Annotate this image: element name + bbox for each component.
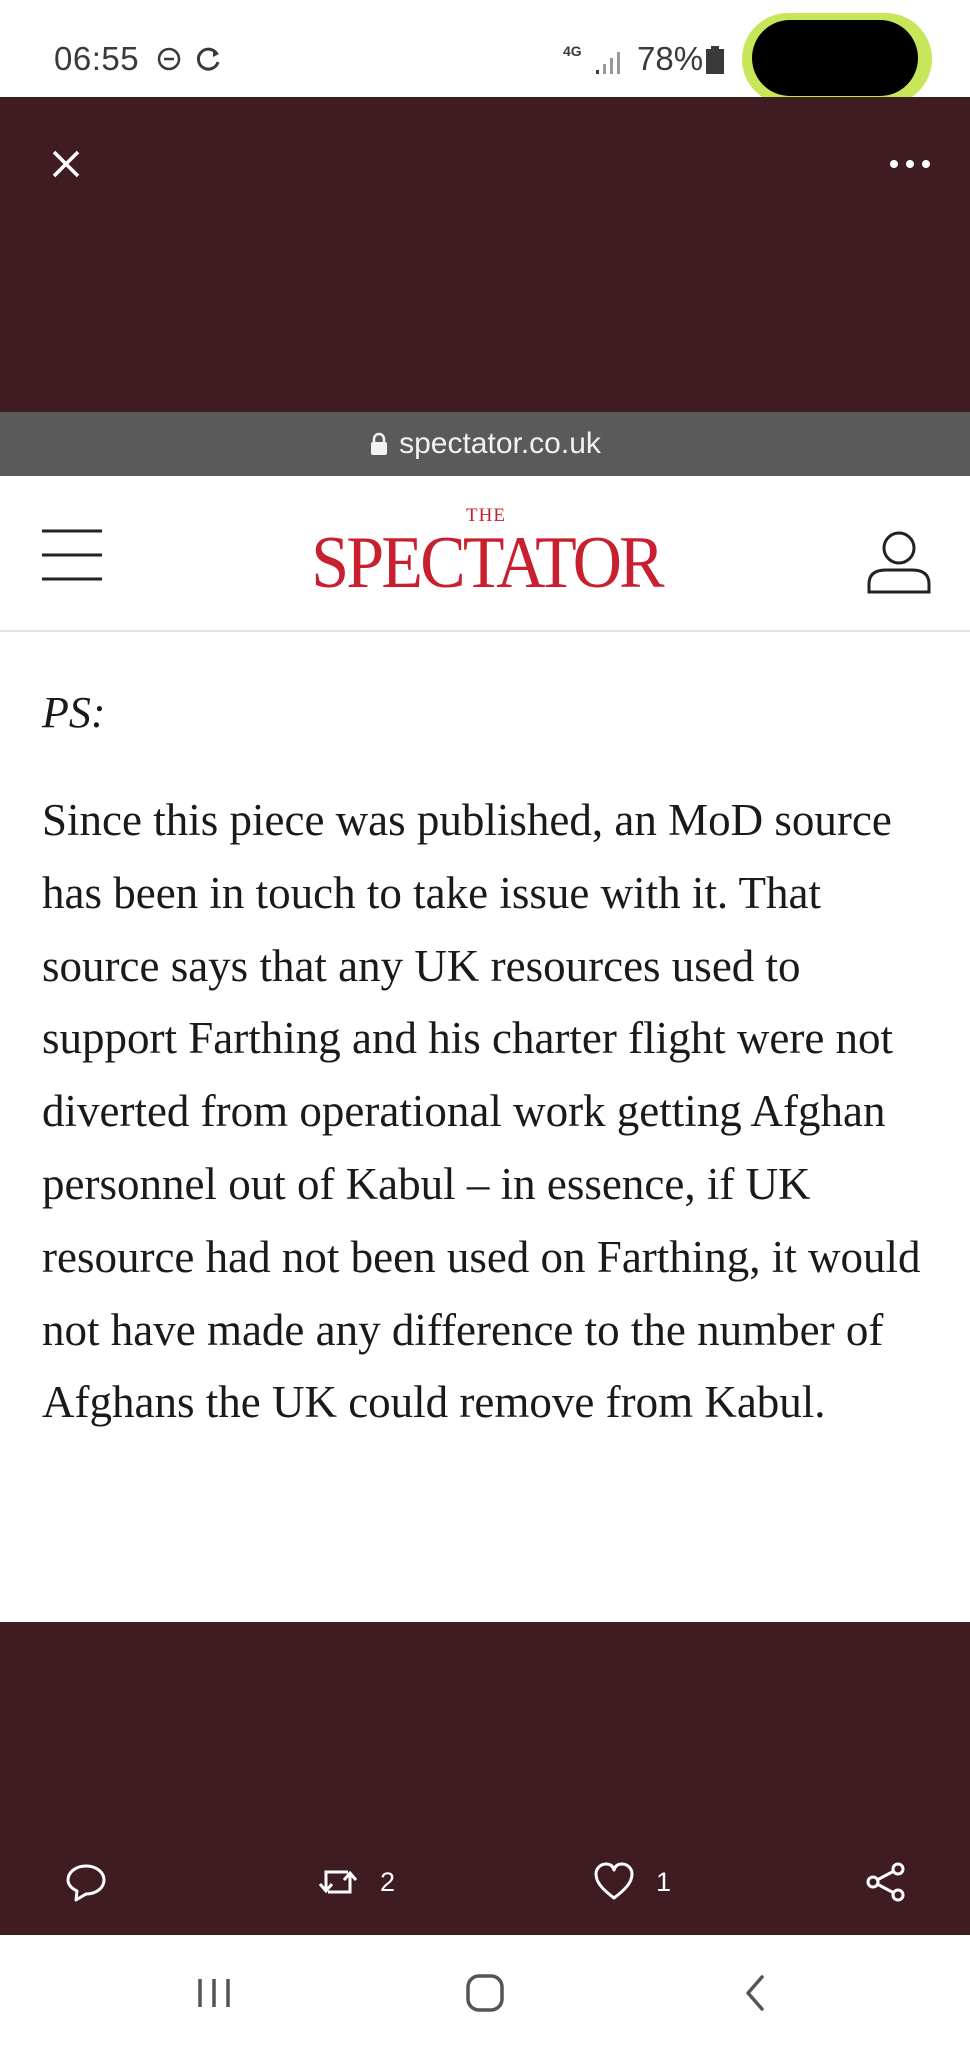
logo-main: SPECTATOR [311, 522, 662, 604]
logo-the: THE [466, 505, 506, 526]
battery-percent: 78% [637, 40, 704, 77]
like-count: 1 [656, 1866, 672, 1897]
menu-icon[interactable] [40, 528, 104, 582]
retweet-count: 2 [380, 1866, 396, 1897]
do-not-disturb-icon [156, 46, 182, 72]
home-icon[interactable] [463, 1971, 507, 2015]
more-options-icon[interactable] [884, 150, 936, 178]
system-nav-bar [0, 1935, 970, 2048]
retweet-button[interactable] [316, 1858, 395, 1906]
back-icon[interactable] [734, 1971, 778, 2015]
spectator-logo[interactable] [296, 506, 676, 606]
battery-icon [706, 46, 724, 74]
account-icon[interactable] [866, 528, 932, 596]
close-icon[interactable] [44, 142, 88, 186]
retweet-icon [316, 1860, 360, 1904]
reply-icon [64, 1860, 108, 1904]
url-text: spectator.co.uk [399, 427, 601, 460]
signal-strength-icon [596, 50, 624, 74]
sync-icon [196, 46, 222, 72]
lock-icon [369, 432, 389, 456]
media-viewer-top-overlay [0, 97, 970, 412]
share-icon [864, 1860, 908, 1904]
site-header [0, 476, 970, 632]
like-button[interactable] [592, 1858, 671, 1906]
status-time: 06:55 [54, 40, 140, 77]
reply-button[interactable] [64, 1858, 108, 1906]
article-content [0, 632, 970, 1622]
article-body: Since this piece was published, an MoD source has been in touch to take issue with it. That source says that any UK resources used to support Farthing and his charter flight were not diverted from operational work getting Afghan personnel out of Kabul – in essence, if UK resource had not been used on Farthing, it would not have made any difference to the number of Afghans the UK could remove from Kabul. [42, 795, 921, 1428]
status-bar [0, 0, 970, 97]
network-type: 4G [563, 43, 582, 59]
recent-apps-icon[interactable] [192, 1971, 236, 2015]
ps-label: PS: [42, 688, 106, 737]
browser-url-bar[interactable] [0, 412, 970, 476]
media-viewer-bottom-overlay [0, 1622, 970, 1935]
redaction-mark [752, 20, 918, 96]
share-button[interactable] [864, 1858, 908, 1906]
heart-icon [592, 1860, 636, 1904]
